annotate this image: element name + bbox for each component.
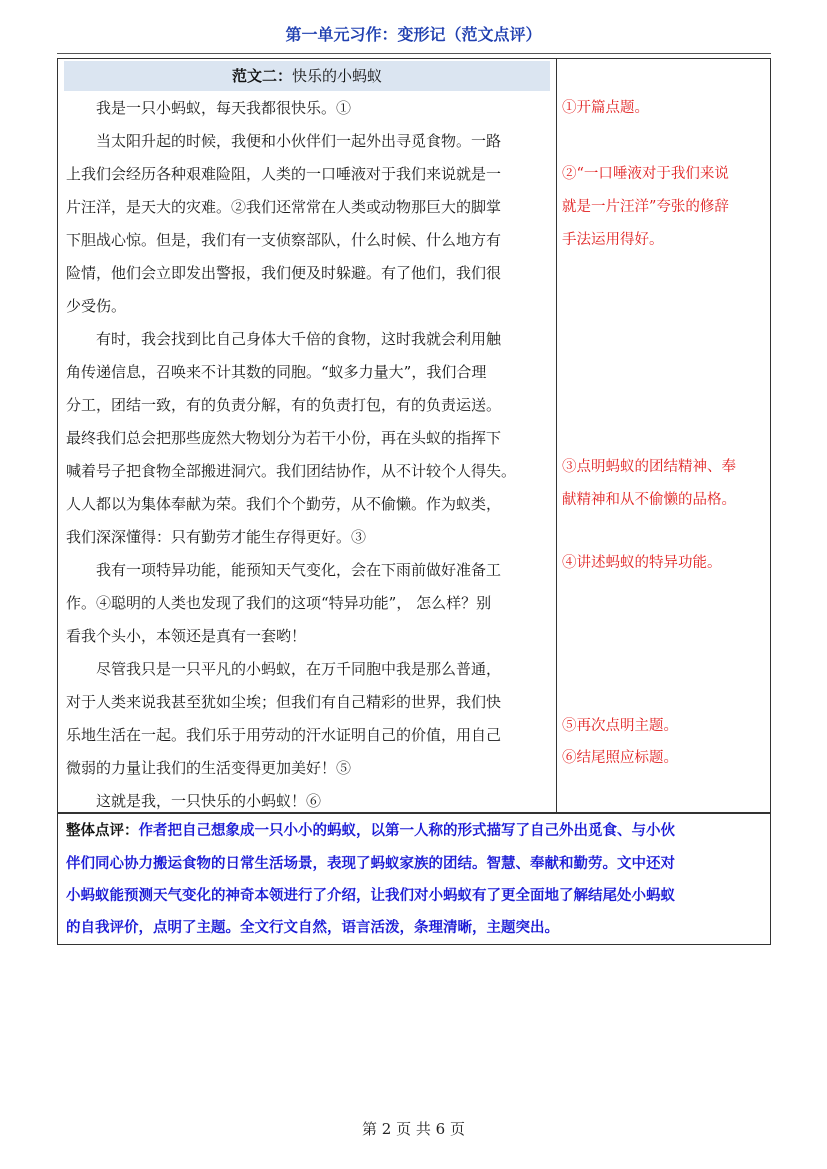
essay-line: 人人都以为集体奉献为荣。我们个个勤劳，从不偷懒。作为蚁类， [66, 495, 502, 513]
essay-line: 我是一只小蚂蚁，每天我都很快乐。① [66, 99, 352, 117]
page-header-title: 第一单元习作：变形记（范文点评） [285, 25, 542, 44]
essay-line: 当太阳升起的时候，我便和小伙伴们一起外出寻觅食物。一路 [66, 132, 502, 150]
essay-line: 分工，团结一致，有的负责分解，有的负责打包，有的负责运送。 [66, 396, 502, 414]
column-divider [556, 58, 557, 813]
essay-line: 作。④聪明的人类也发现了我们的这项“特异功能”， 怎么样？别 [66, 594, 492, 612]
annotation-6: ⑥结尾照应标题。 [562, 750, 678, 766]
annotation-3b: 献精神和从不偷懒的品格。 [562, 492, 736, 508]
essay-line: 险情，他们会立即发出警报，我们便及时躲避。有了他们，我们很 [66, 264, 502, 282]
essay-line: 有时，我会找到比自己身体大千倍的食物，这时我就会利用触 [66, 330, 502, 348]
essay-line: 角传递信息，召唤来不计其数的同胞。“蚁多力量大”，我们合理 [66, 363, 487, 381]
essay-line: 下胆战心惊。但是，我们有一支侦察部队，什么时候、什么地方有 [66, 231, 502, 249]
essay-title [64, 61, 550, 91]
annotation-2a: ②“一口唾液对于我们来说 [562, 166, 729, 182]
annotation-4: ④讲述蚂蚁的特异功能。 [562, 555, 722, 571]
header-rule [57, 53, 771, 54]
summary-label: 整体点评： [66, 823, 139, 839]
summary-line: 伴们同心协力搬运食物的日常生活场景，表现了蚂蚁家族的团结。智慧、奉献和勤劳。文中还对 [66, 855, 675, 872]
essay-line: 对于人类来说我甚至犹如尘埃；但我们有自己精彩的世界，我们快 [66, 693, 502, 711]
essay-line: 我们深深懂得：只有勤劳才能生存得更好。③ [66, 528, 367, 546]
essay-title-text: 快乐的小蚂蚁 [292, 67, 383, 85]
summary-line: 小蚂蚁能预测天气变化的神奇本领进行了介绍，让我们对小蚂蚁有了更全面地了解结尾处小蚂蚁 [66, 887, 675, 904]
annotation-2c: 手法运用得好。 [562, 232, 664, 248]
essay-line: 片汪洋，是天大的灾难。②我们还常常在人类或动物那巨大的脚掌 [66, 198, 502, 216]
essay-line: 上我们会经历各种艰难险阻，人类的一口唾液对于我们来说就是一 [66, 165, 502, 183]
annotation-1: ①开篇点题。 [562, 100, 649, 116]
summary-line: 的自我评价，点明了主题。全文行文自然，语言活泼，条理清晰，主题突出。 [66, 919, 559, 936]
essay-line: 喊着号子把食物全部搬进洞穴。我们团结协作，从不计较个人得失。 [66, 462, 517, 480]
annotation-3a: ③点明蚂蚁的团结精神、奉 [562, 459, 736, 475]
essay-line: 尽管我只是一只平凡的小蚂蚁，在万千同胞中我是那么普通， [66, 660, 502, 678]
page-number: 第 2 页 共 6 页 [362, 1120, 465, 1138]
annotation-5: ⑤再次点明主题。 [562, 718, 678, 734]
essay-line: 少受伤。 [66, 297, 127, 315]
essay-line: 这就是我，一只快乐的小蚂蚁！⑥ [66, 792, 322, 810]
essay-line: 最终我们总会把那些庞然大物划分为若干小份，再在头蚁的指挥下 [66, 429, 502, 447]
summary-line [66, 815, 675, 847]
essay-line: 乐地生活在一起。我们乐于用劳动的汗水证明自己的价值，用自己 [66, 726, 502, 744]
essay-label: 范文二： [231, 67, 292, 85]
annotation-2b: 就是一片汪洋”夸张的修辞 [562, 199, 729, 215]
summary-text: 作者把自己想象成一只小小的蚂蚁，以第一人称的形式描写了自己外出觅食、与小伙 [138, 822, 675, 839]
essay-line: 看我个头小，本领还是真有一套哟！ [66, 627, 307, 645]
essay-line: 我有一项特异功能，能预知天气变化，会在下雨前做好准备工 [66, 561, 502, 579]
essay-line: 微弱的力量让我们的生活变得更加美好！⑤ [66, 759, 352, 777]
